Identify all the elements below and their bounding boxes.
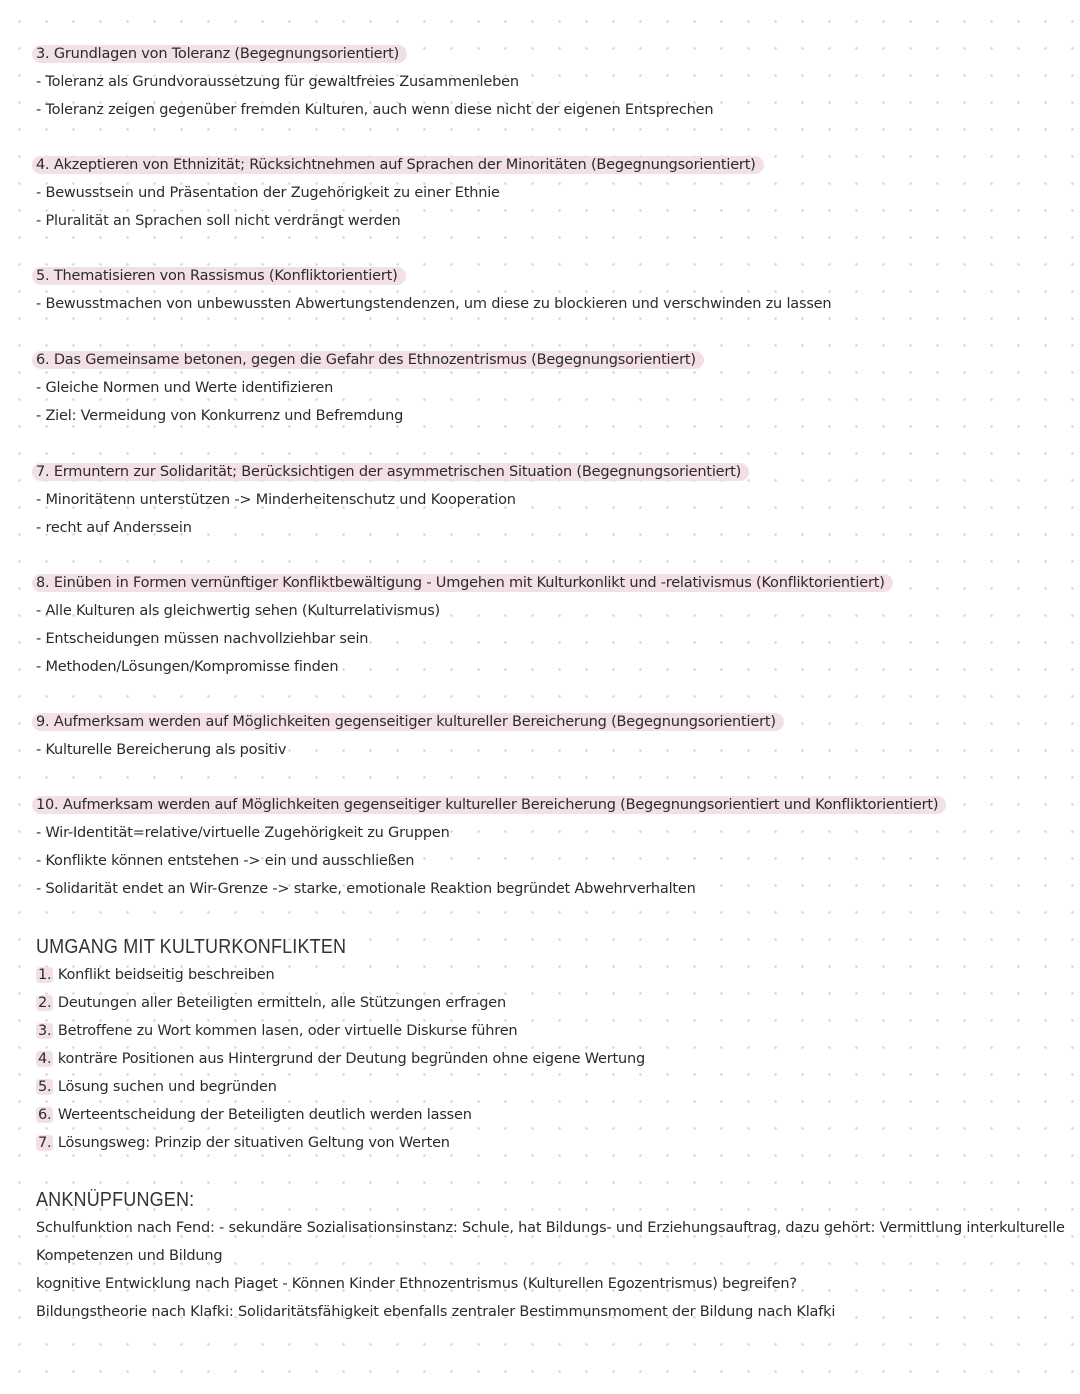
bullet-item: - Wir-Identität=relative/virtuelle Zugehörigkeit zu Gruppen — [36, 819, 1056, 847]
step-text: Konflikt beidseitig beschreiben — [57, 967, 275, 983]
bullet-item: - Solidarität endet an Wir-Grenze -> starke, emotionale Reaktion begründet Abwehrverhalten — [36, 875, 1056, 903]
step-number: 6. — [38, 1107, 52, 1123]
umgang-heading: UMGANG MIT KULTURKONFLIKTEN — [36, 936, 347, 958]
step-item — [36, 1045, 1056, 1073]
bullet-item: - Bewusstsein und Präsentation der Zugehörigkeit zu einer Ethnie — [36, 179, 1056, 207]
bullet-item: - recht auf Anderssein — [36, 514, 1056, 542]
section-title: 8. Einüben in Formen vernünftiger Konfliktbewältigung - Umgehen mit Kulturkonlikt und -relativismus (Konfliktorientiert) — [32, 574, 893, 592]
ankn-heading: ANKNÜPFUNGEN: — [36, 1189, 195, 1211]
step-number: 4. — [38, 1051, 52, 1067]
ankn-line: Bildungstheorie nach Klafki: Solidaritätsfähigkeit ebenfalls zentraler Bestimmunsmoment der Bildung nach Klafki — [36, 1304, 836, 1320]
umgang-section — [36, 933, 1056, 1157]
section-6 — [36, 346, 1056, 430]
section-title: 5. Thematisieren von Rassismus (Konfliktorientiert) — [32, 267, 406, 285]
ankn-line: Schulfunktion nach Fend: - sekundäre Sozialisationsinstanz: Schule, hat Bildungs- und Erziehungsauftrag, dazu gehört: Vermittlung interkulturelle — [36, 1220, 1065, 1236]
section-4 — [36, 151, 1056, 235]
bullet-item: - Minoritätenn unterstützen -> Minderheitenschutz und Kooperation — [36, 486, 1056, 514]
bullet-item: - Ziel: Vermeidung von Konkurrenz und Befremdung — [36, 402, 1056, 430]
step-number: 3. — [38, 1023, 52, 1039]
step-number: 7. — [38, 1135, 52, 1151]
step-text: Lösungsweg: Prinzip der situativen Geltung von Werten — [57, 1135, 450, 1151]
step-item — [36, 1129, 1056, 1157]
section-title: 10. Aufmerksam werden auf Möglichkeiten gegenseitiger kultureller Bereicherung (Begegnungsorientiert und Konfliktorientiert) — [32, 796, 946, 814]
step-text: Deutungen aller Beteiligten ermitteln, alle Stützungen erfragen — [57, 995, 506, 1011]
bullet-item: - Toleranz zeigen gegenüber fremden Kulturen, auch wenn diese nicht der eigenen Entsprechen — [36, 96, 1056, 124]
ankn-line: Kompetenzen und Bildung — [36, 1248, 223, 1264]
section-7 — [36, 458, 1056, 542]
step-number: 5. — [38, 1079, 52, 1095]
section-5 — [36, 262, 1056, 318]
section-title: 4. Akzeptieren von Ethnizität; Rücksichtnehmen auf Sprachen der Minoritäten (Begegnungsorientiert) — [32, 156, 764, 174]
bullet-item: - Alle Kulturen als gleichwertig sehen (Kulturrelativismus) — [36, 597, 1056, 625]
step-item — [36, 961, 1056, 989]
bullet-item: - Gleiche Normen und Werte identifizieren — [36, 374, 1056, 402]
section-title: 9. Aufmerksam werden auf Möglichkeiten gegenseitiger kultureller Bereicherung (Begegnungsorientiert) — [32, 713, 784, 731]
bullet-item: - Pluralität an Sprachen soll nicht verdrängt werden — [36, 207, 1056, 235]
step-text: Betroffene zu Wort kommen lasen, oder virtuelle Diskurse führen — [57, 1023, 518, 1039]
section-10 — [36, 791, 1056, 903]
section-title: 6. Das Gemeinsame betonen, gegen die Gefahr des Ethnozentrismus (Begegnungsorientiert) — [32, 351, 704, 369]
step-text: Lösung suchen und begründen — [57, 1079, 277, 1095]
ankn-line: kognitive Entwicklung nach Piaget - Können Kinder Ethnozentrismus (Kulturellen Egozentrismus) begreifen? — [36, 1276, 797, 1292]
bullet-item: - Bewusstmachen von unbewussten Abwertungstendenzen, um diese zu blockieren und verschwinden zu lassen — [36, 290, 1056, 318]
section-8 — [36, 569, 1056, 681]
step-item — [36, 1101, 1056, 1129]
ankn-section — [36, 1186, 1065, 1326]
step-text: konträre Positionen aus Hintergrund der Deutung begründen ohne eigene Wertung — [57, 1051, 645, 1067]
bullet-item: - Methoden/Lösungen/Kompromisse finden — [36, 653, 1056, 681]
step-item — [36, 989, 1056, 1017]
section-title: 3. Grundlagen von Toleranz (Begegnungsorientiert) — [32, 45, 407, 63]
step-number: 2. — [38, 995, 52, 1011]
section-title: 7. Ermuntern zur Solidarität; Berücksichtigen der asymmetrischen Situation (Begegnungsorientiert) — [32, 463, 749, 481]
step-text: Werteentscheidung der Beteiligten deutlich werden lassen — [57, 1107, 472, 1123]
step-item — [36, 1017, 1056, 1045]
step-item — [36, 1073, 1056, 1101]
bullet-item: - Konflikte können entstehen -> ein und ausschließen — [36, 847, 1056, 875]
section-3 — [36, 40, 1056, 124]
bullet-item: - Entscheidungen müssen nachvollziehbar sein — [36, 625, 1056, 653]
bullet-item: - Kulturelle Bereicherung als positiv — [36, 736, 1056, 764]
step-number: 1. — [38, 967, 52, 983]
section-9 — [36, 708, 1056, 764]
bullet-item: - Toleranz als Grundvoraussetzung für gewaltfreies Zusammenleben — [36, 68, 1056, 96]
